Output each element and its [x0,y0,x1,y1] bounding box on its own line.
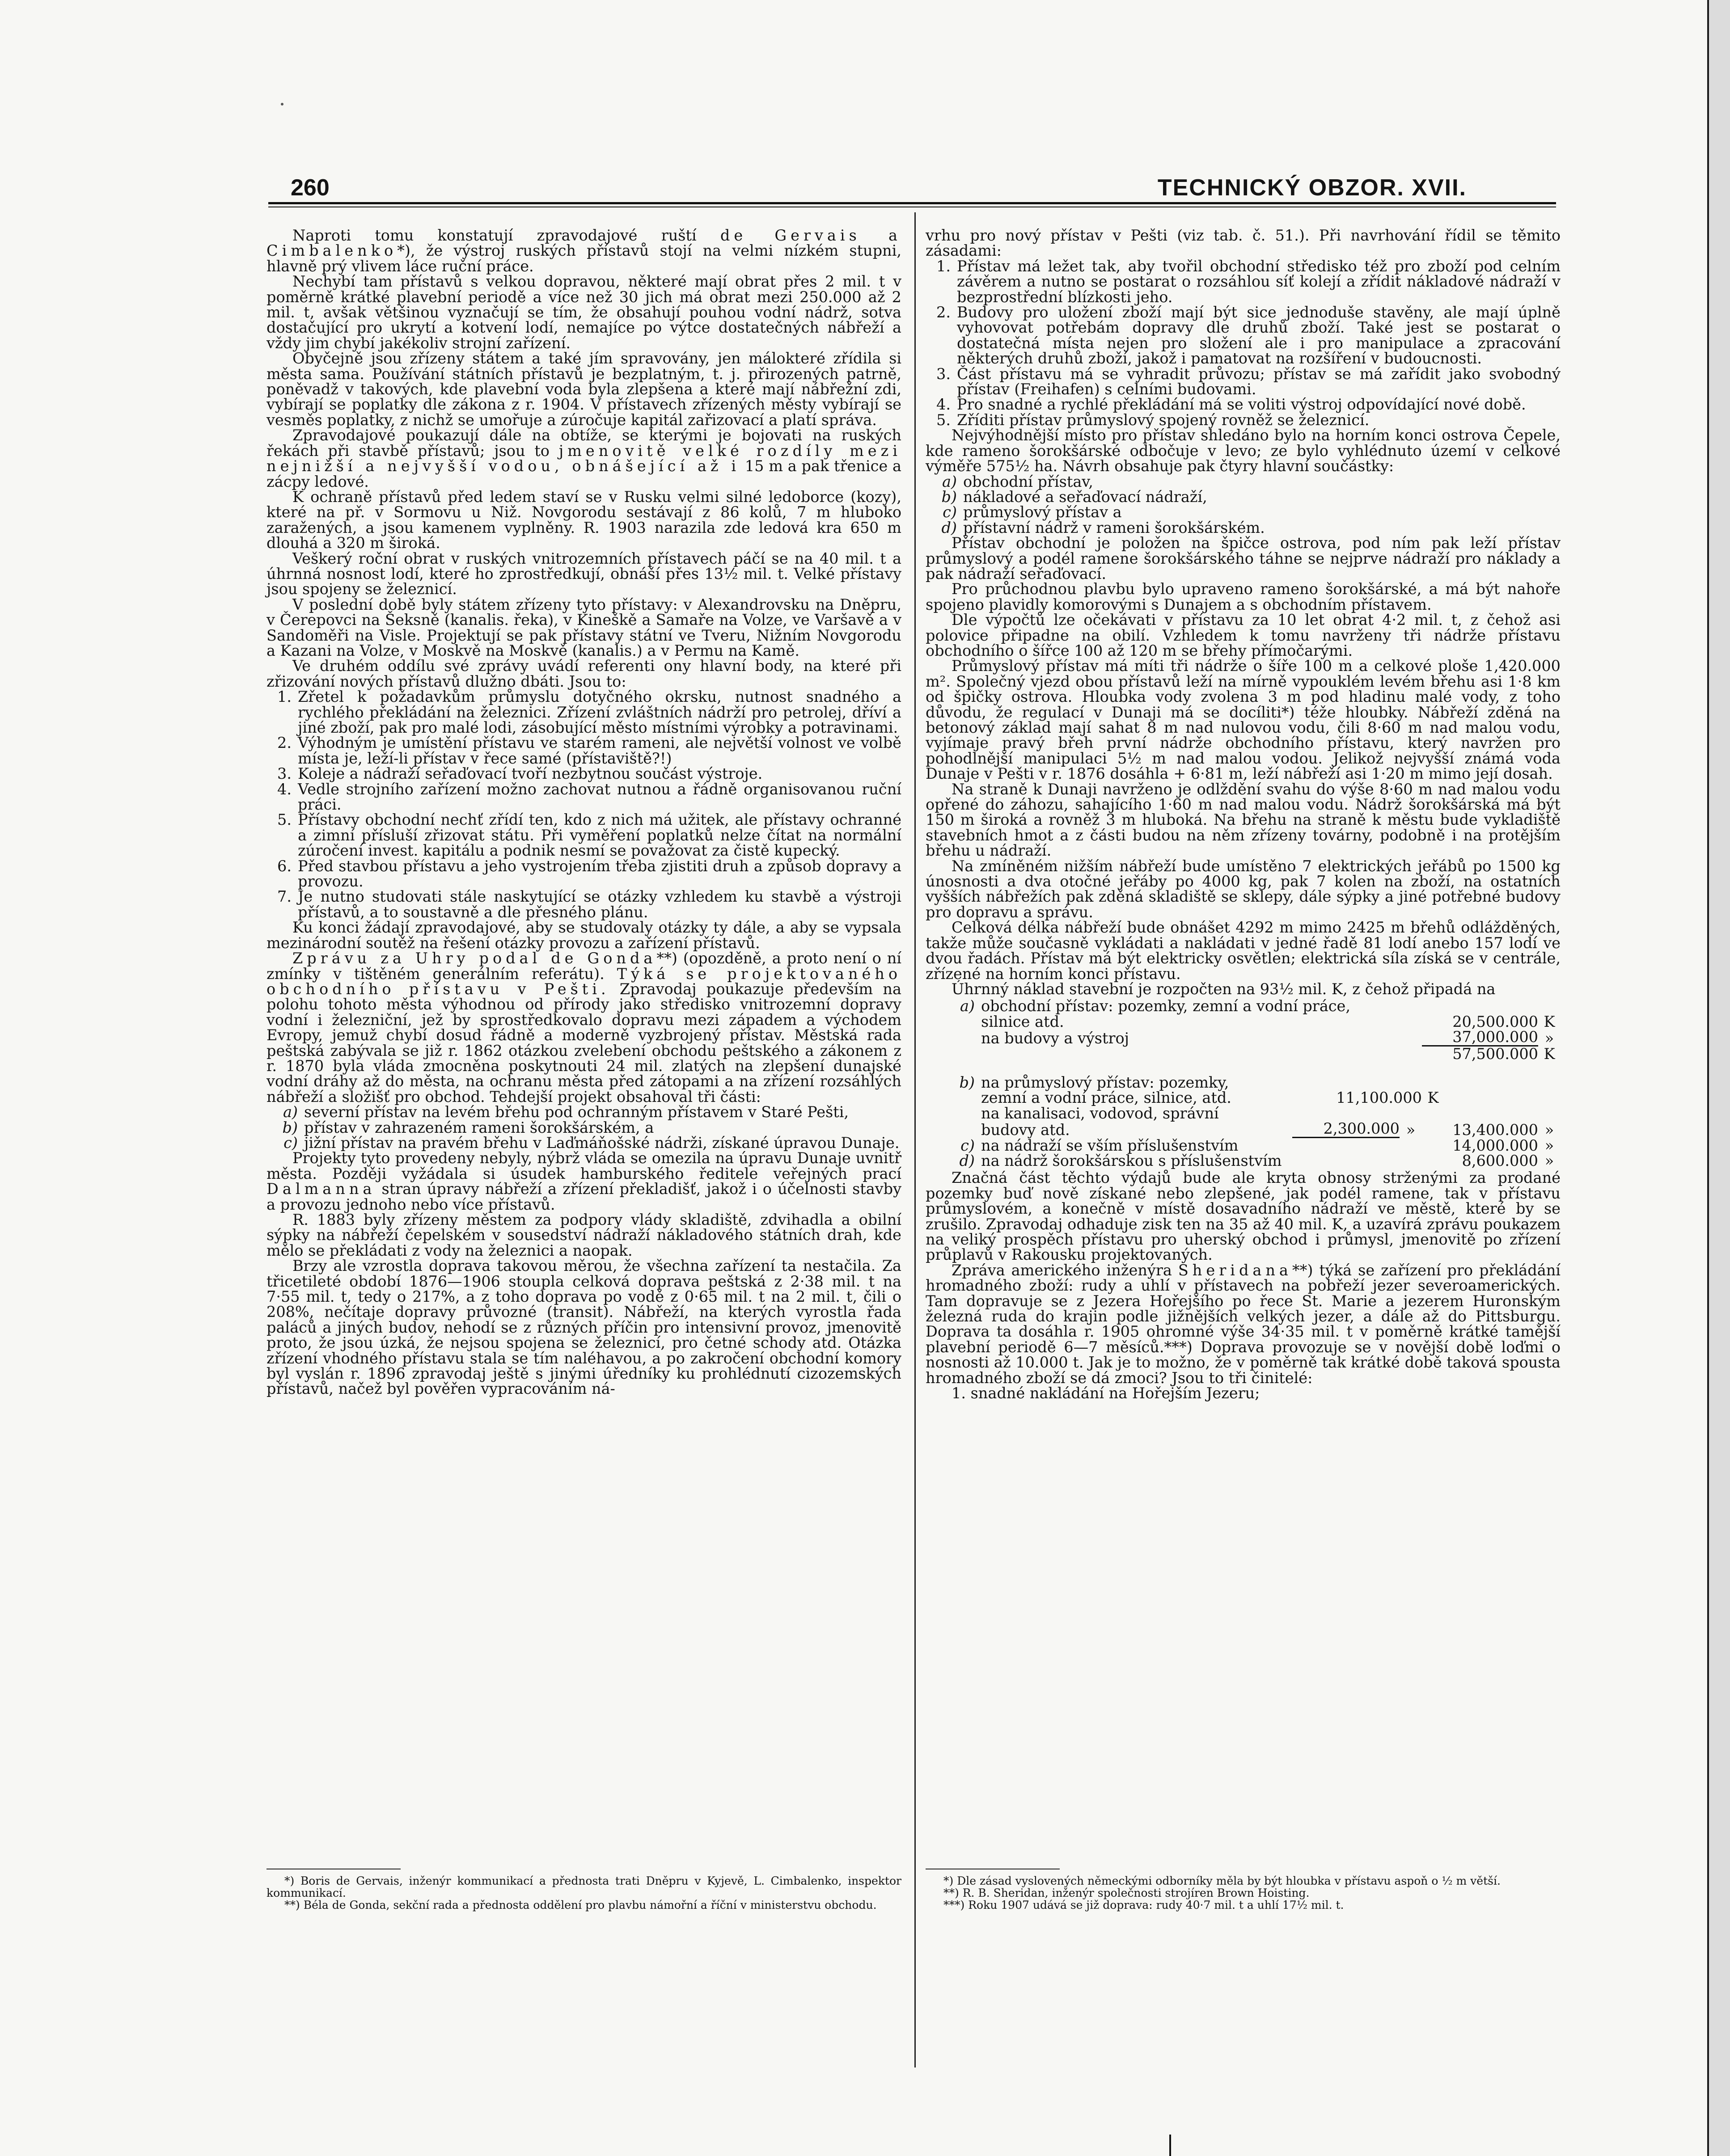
text-run: Projekty tyto provedeny nebyly, nýbrž vláda se omezila na úpravu Dunaje uvnitř města. Později vyžádala si úsudek hamburského ředitele veřejných prací [266,1149,901,1182]
paragraph: Pro průchodnou plavbu bylo upraveno rameno šorokšárské, a má být nahoře spojeno plavidly komorovými s Dunajem a s obchodním přístavem. [926,580,1561,613]
cost-row [926,1014,1561,1029]
footnote: **) R. B. Sheridan, inženýr společnosti strojíren Brown Hoisting. [943,1886,1310,1899]
list-text: nákladové a seřaďovací nádraží, [963,488,1207,506]
cost-label: silnice atd. [981,1013,1064,1030]
list-text: Koleje a nádraží seřaďovací tvoří nezbytnou součást výstroje. [298,765,763,783]
paragraph: Na zmíněném nižším nábřeží bude umístěno 7 elektrických jeřábů po 1500 kg únosnosti a dva otočné jeřáby po 4000 kg, pak 7 kolen na zboží, na ostatních vyšších nábřežích pak zděná skladiště se sklepy, dále sýpky a jiné potřebné budovy pro dopravu a správu. [926,857,1561,921]
paragraph: Nechybí tam přístavů s velkou dopravou, některé mají obrat přes 2 mil. t v poměrně krátké plavební periodě a více než 30 jich má obrat mezi 250.000 až 2 mil. t, avšak většinou vyznačují se tím, že obsahují pouhou vodní nádrž, sotva dostačující pro ukrytí a kotvení lodí, nemajíce po výtce dostatečných nábřeží a vždy jim chybí jakékoliv strojní zařízení. [266,273,901,352]
paragraph [266,1151,901,1212]
list-text: Pro snadné a rychlé překládání má se voliti výstroj odpovídající nové době. [957,396,1526,413]
cost-subtotal: 8,600.000 [1462,1152,1538,1169]
cost-value: 37,000.000 [1422,1029,1538,1046]
left-column [266,228,901,1397]
cost-label: budovy atd. [981,1121,1070,1139]
text-run: **) (opozděně, a proto není o ní zmínky v tištěném generálním referátu). [266,949,901,983]
footnotes-left [266,1869,901,1911]
cost-row [926,1090,1561,1105]
cost-letter: a) [960,997,975,1015]
paragraph: Veškerý roční obrat v ruských vnitrozemních přístavech páčí se na 40 mil. t a úhrnná nosnost lodí, které ho zprostředkují, obnáší přes 13½ mil. t. Velké přístavy jsou spojeny se železnicí. [266,549,901,598]
list-text: severní přístav na levém břehu pod ochranným přístavem v Staré Pešti, [304,1103,849,1121]
cost-value: 11,100.000 [1336,1089,1422,1107]
list-marker: 7. [277,888,292,906]
cost-label: na průmyslový přístav: pozemky, [981,1073,1229,1091]
cost-unit: » [1544,1136,1554,1154]
list-item [926,367,1561,397]
footnote: ***) Roku 1907 udává se již doprava: rudy 40·7 mil. t a uhlí 17½ mil. t. [943,1899,1344,1911]
cost-value: 2,300.000 [1292,1121,1400,1138]
list-marker: b) [282,1118,298,1136]
cost-row [926,1153,1561,1169]
list-marker: 1. [277,688,292,706]
cost-row [926,1106,1561,1121]
lettered-list [926,474,1561,536]
paragraph: Úhrnný náklad stavební je rozpočten na 93½ mil. K, z čehož připadá na [952,980,1496,998]
paragraph: V poslední době byly státem zřízeny tyto přístavy: v Alexandrovsku na Dněpru, v Čerepovci na Šeksně (kanalis. řeka), v Kineškě a Samaře na Volze, ve Varšavě a v Sandoměři na Visle. Projektují se pak přístavy státní ve Tveru, Nižním Novgorodu a Kazani na Volze, v Moskvě na Moskvě (kanalis.) a v Permu na Kamě. [266,595,901,659]
list-text: Je nutno studovati stále naskytující se otázky vzhledem ku stavbě a výstroji přístavů, a to soustavně a dle přesného plánu. [298,888,901,921]
spaced-text: jmenovitě velké rozdíly mezi nejnižší a nejvyšší vodou, obnášející až i [266,442,901,475]
list-item [266,1105,901,1120]
list-text: průmyslový přístav a [963,503,1122,521]
text-run: stran úpravy nábřeží a zřízení překladišť, jakož i o účelnosti stavby a provozu jednoho nebo více přístavů. [266,1180,901,1213]
paragraph: Ve druhém oddílu své zprávy uvádí referenti ony hlavní body, na které při zřizování nových přístavů dlužno dbáti. Jsou to: [266,657,901,690]
cost-row [926,999,1561,1014]
cost-subtotal-row [926,1046,1561,1062]
list-marker: d) [941,519,957,536]
list-item [266,812,901,858]
paragraph [266,951,901,1105]
list-item [266,766,901,781]
paragraph: Průmyslový přístav má míti tři nádrže o šíře 100 m a celkové ploše 1,420.000 m². Společný vjezd obou přístavů leží na mírně vypouklém levém břehu asi 1·8 km od špičky ostrova. Hloubka vody zvolena 3 m pod hladinu malé vody, z toho důvodu, že regulací v Dunaji má se docíliti*) téže hloubky. Nábřeží zděná na betonový základ mají sahat 8 m nad nulovou vodu, čili 8·60 m nad malou vodu, vyjímaje pravý břeh první nádrže obchodního přístavu, který navržen pro pohodlnější manipulaci 5½ m nad malou vodou. Jelikož nejvyšší známá voda Dunaje v Pešti v r. 1876 dosáhla + 6·81 m, leží nábřeží asi 1·20 m mimo její dosah. [926,657,1561,783]
cost-letter: c) [960,1136,975,1154]
list-marker: b) [941,488,957,506]
list-marker: 4. [277,780,292,798]
text-run: Naproti tomu konstatují zpravodajové ruští [292,227,720,244]
cost-unit: » [1406,1121,1416,1139]
list-item [926,259,1561,305]
list-text: přístav v zahrazeném rameni šorokšárském, a [304,1118,654,1136]
paragraph: Přístav obchodní je položen na špičce ostrova, pod ním pak leží přístav průmyslový a podél ramene šorokšárského táhne se nejprve nádraží pro náklady a pak nádraží seřaďovací. [926,534,1561,582]
numbered-list [926,259,1561,428]
cost-letter: b) [959,1073,975,1091]
list-text: Před stavbou přístavu a jeho vystrojením třeba zjistiti druh a způsob dopravy a provozu. [298,857,901,890]
paragraph: 1. snadné nakládání na Hořejším Jezeru; [952,1384,1260,1402]
footnote: **) Béla de Gonda, sekční rada a přednosta oddělení pro plavbu námořní a říční v ministerstvu obchodu. [284,1899,877,1911]
header-rule [268,202,1556,204]
list-text: Výhodným je umístění přístavu ve starém rameni, ale největší volnost ve volbě místa je, leží-li přístav v řece samé (přístaviště?!) [298,734,901,767]
list-item [266,689,901,735]
cost-value: 20,500.000 [1452,1013,1538,1030]
list-text: obchodní přístav, [963,473,1093,490]
cost-label: obchodní přístav: pozemky, zemní a vodní práce, [981,997,1351,1015]
cost-subtotal: 13,400.000 [1452,1121,1538,1139]
list-marker: 1. [936,257,951,275]
list-text: přístavní nádrž v rameni šorokšárském. [963,519,1265,536]
footnotes-right [926,1869,1561,1911]
paragraph [266,428,901,489]
text-run: *), že výstroj ruských přístavů stojí na velmi nízkém stupni, hlavně prý vlivem láce ruční práce. [266,242,901,275]
paragraph: Značná část těchto výdajů bude ale kryta obnosy strženými za prodané pozemky buď nově získané nebo zlepšené, jak podél ramene, tak v přístavu průmyslovém, a konečně v místě dosavadního nádraží ve městě, které by se zrušilo. Zpravodaj odhaduje zisk ten na 35 až 40 mil. K, a uzavírá zprávu poukazem na veliký prospěch přístavu pro uherský obchod i průmysl, jmenovitě po zřízení průplavů v Rakousku projektovaných. [926,1169,1561,1264]
paragraph: Obyčejně jsou zřízeny státem a také jím spravovány, jen málokteré zřídila si města sama. Používání státních přístavů je bezplatným, t. j. přirozených patrně, poněvadž v takových, kde plavební voda byla zlepšena a které mají nábřežní zdi, vybírají se poplatky dle zákona z r. 1904. V přístavech zřízených městy vybírají se vesměs poplatky, z nichž se umořuje a zúročuje kapitál zařizovací a platí správa. [266,350,901,429]
running-title: TECHNICKÝ OBZOR. XVII. [1157,175,1467,201]
paragraph [926,1263,1561,1386]
numbered-list [266,689,901,920]
paragraph: Ku konci žádají zpravodajové, aby se studovaly otázky ty dále, a aby se vypsala mezinárodní soutěž na řešení otázky provozu a zařízení přístavů. [266,919,901,952]
list-item [266,859,901,890]
list-item [266,1135,901,1151]
list-text: Přístavy obchodní nechť zřídí ten, kdo z nich má užitek, ale přístavy ochranné a zimní přísluší zřizovat státu. Při vyměření poplatků nelze čítat na normální zúročení invest. kapitálu a podnik nesmí se považovat za čistě kupecký. [298,811,901,860]
spaced-text: Týká se projektovaného obchodního přístavu v Pešti. [266,965,902,998]
paragraph: K ochraně přístavů před ledem staví se v Rusku velmi silné ledoborce (kozy), které na př. v Sormovu u Niž. Novgorodu sestávají z 86 kolů, 7 m hluboko zaražených, a jsou kamenem vyplněny. R. 1903 narazila zde ledová kra 650 m dlouhá a 320 m široká. [266,488,901,552]
cost-unit: » [1544,1029,1554,1047]
text-run: Zpráva amerického inženýra [952,1261,1178,1279]
cost-subtotal: 57,500.000 [1452,1045,1538,1063]
cost-unit: » [1544,1121,1554,1139]
paragraph: Celková délka nábřeží bude obnášet 4292 m mimo 2425 m břehů odlážděných, takže může současně vykládati a nakládati v jedné řadě 81 lodí anebo 157 lodí ve dvou řadách. Přístav má být elektricky osvětlen; elektrická síla získá se v centrále, zřízené na horním konci přístavu. [926,919,1561,983]
scan-mark [1169,2135,1171,2156]
list-item [926,305,1561,367]
text-run: Zpravodajové poukazují dále na obtíže, se kterými je bojovati na ruských řekách při stavbě přístavů; jsou to [266,426,901,460]
page-header [268,174,1556,206]
spaced-text: de Gervais a Cimbalenko [266,227,901,260]
list-text: Vedle strojního zařízení možno zachovat nutnou a řádně organisovanou ruční práci. [298,780,901,814]
cost-unit: K [1427,1089,1439,1107]
list-marker: c) [943,503,957,521]
paragraph [266,228,901,274]
list-item [926,489,1561,505]
cost-label: na budovy a výstroj [981,1029,1129,1047]
paragraph: R. 1883 byly zřízeny městem za podpory vlády skladiště, zdvihadla a obilní sýpky na nábřeží čepelském v sousedství nádraží nákladového státních drah, kde mělo se překládati z vody na železnici a naopak. [266,1211,901,1259]
cost-unit: K [1544,1013,1555,1030]
paragraph: Dle výpočtů lze očekávati v přístavu za 10 let obrat 4·2 mil. t, z čehož asi polovice připadne na obilí. Vzhledem k tomu navrženy tři nádrže přístavu obchodního o šířce 100 až 120 m se břehy přímočarými. [926,611,1561,659]
list-marker: 2. [936,304,951,321]
cost-row [926,1075,1561,1090]
footnote: *) Boris de Gervais, inženýr kommunikací a přednosta trati Dněpru v Kyjevě, L. Cimbalenko, inspektor kommunikací. [266,1874,901,1899]
list-item [926,397,1561,412]
list-text: Část přístavu má se vyhradit průvozu; přístav se má zařídit jako svobodný přístav (Freihafen) s celními budovami. [957,365,1561,398]
spaced-text: Sheridana [1178,1261,1292,1279]
cost-letter: d) [959,1152,975,1169]
cost-subtotal: 14,000.000 [1452,1136,1538,1154]
paragraph: Na straně k Dunaji navrženo je odlždění svahu do výše 8·60 m nad malou vodu opřené do záhozu, sahajícího 1·60 m nad malou vodu. Nádrž šorokšárská má být 150 m široká a rovněž 3 m hluboká. Na břehu na straně k městu bude vykladiště stavebních hmot a z části budou na něm zřízeny továrny, podobně i na protějším břehu u nádraží. [926,780,1561,860]
list-marker: 3. [936,365,951,383]
cost-unit: » [1544,1152,1554,1169]
cost-label: zemní a vodní práce, silnice, atd. [981,1089,1231,1107]
paragraph: vrhu pro nový přístav v Pešti (viz tab. č. 51.). Při navrhování řídil se těmito zásadami: [926,227,1561,260]
spaced-text: Zprávu za Uhry podal de Gonda [292,949,657,967]
list-text: Zříditi přístav průmyslový spojený rovněž se železnicí. [957,411,1370,429]
right-column [926,228,1561,1401]
list-marker: a) [942,473,957,490]
list-item [266,1120,901,1135]
list-item [926,520,1561,536]
paragraph: Nejvýhodnější místo pro přístav shledáno bylo na horním konci ostrova Čepele, kde rameno šorokšárské odbočuje v levo; ze bylo vyhlédnuto území v celkové výměře 575½ ha. Návrh obsahuje pak čtyry hlavní součástky: [926,426,1561,475]
list-text: jižní přístav na pravém břehu v Laďmáňošské nádrži, získané úpravou Dunaje. [304,1134,900,1152]
list-text: Zřetel k požadavkům průmyslu dotyčného okrsku, nutnost snadného a rychlého překládání na železnici. Zřízení zvláštních nádrží pro petrolej, dříví a jiné zboží, pak pro malé lodi, zásobující město místními výrobky a potravinami. [298,688,901,736]
cost-label: na kanalisaci, vodovod, správní [981,1104,1219,1122]
list-marker: 2. [277,734,292,752]
list-item [266,735,901,766]
list-item [266,889,901,920]
list-item [926,413,1561,428]
list-text: Budovy pro uložení zboží mají být sice jednoduše stavěny, ale mají úplně vyhovovat potřebám dopravy dle druhů zboží. Také jest se postarat o dostatečná místa nejen pro složení ale i pro manipulace a zpracování některých druhů zboží, jakož i pamatovat na rozšíření v budoucnosti. [957,304,1561,367]
cost-unit: K [1544,1045,1555,1063]
list-marker: 4. [936,396,951,413]
cost-row [926,1029,1561,1046]
list-item [266,782,901,813]
list-marker: a) [283,1103,298,1121]
cost-label: na nádrž šorokšárskou s příslušenstvím [981,1152,1282,1169]
cost-table [926,999,1561,1169]
cost-label: na nádraží se vším příslušenstvím [981,1136,1239,1154]
paragraph: Brzy ale vzrostla doprava takovou měrou, že všechna zařízení ta nestačila. Za třicetileté období 1876—1906 stoupla celková doprava peštská z 2·38 mil. t na 7·55 mil. t, tedy o 217%, a z toho doprava po vodě z 0·65 mil. t na 2 mil. t, čili o 208%, nečítaje dopravy průvozné (transit). Nábřeží, na kterých vyrostla řada paláců a jiných budov, nehodí se z různých příčin pro intensivní provoz, jmenovitě proto, že jsou úzká, že nejsou spojena se železnicí, pro četné schody atd. Otázka zřízení vhodného přístavu stala se tím naléhavou, a po zakročení obchodní komory byl vyslán r. 1896 zpravodaj ještě s jinými úředníky ku prohlédnutí cizozemských přístavů, načež byl pověřen vypracováním ná- [266,1257,901,1398]
list-marker: 6. [277,857,292,875]
scan-speck [281,103,283,105]
list-text: Přístav má ležet tak, aby tvořil obchodní středisko též pro zboží pod celním závěrem a nutno se postarat o rozsáhlou síť kolejí a zřídit nákladové nádraží v bezprostřední blízkosti jeho. [957,257,1561,306]
text-run: **) týká se zařízení pro překládání hromadného zboží: rudy a uhlí v přístavech na pobřeží jezer severoamerických. Tam dopravuje se z Jezera Hořejšího po řece St. Marie a jezerem Huronským železná ruda do krajin podle jižnějších velkých jezer, a dále až do Pittsburgu. Doprava ta dosáhla r. 1905 ohromné výše 34·35 mil. t v poměrně krátké tamější plavební periodě 6—7 měsíců.***) Doprava provozuje se v novější době loďmi o nosnosti až 10.000 t. Jak je to možno, že v poměrně tak krátké době taková spousta hromadného zboží se dá zmoci? Jsou to tři činitelé: [926,1261,1561,1387]
list-item [926,474,1561,489]
list-marker: c) [283,1134,298,1152]
scan-margin [1709,0,1730,2156]
cost-row [926,1138,1561,1153]
lettered-list [266,1105,901,1151]
cost-row [926,1121,1561,1138]
list-marker: 5. [277,811,292,829]
footnote: *) Dle zásad vyslovených německými odborníky měla by být hloubka v přístavu aspoň o ½ m větší. [943,1874,1501,1887]
list-marker: 3. [277,765,292,783]
column-divider [914,212,916,2067]
page-number: 260 [291,175,330,201]
list-marker: 5. [936,411,951,429]
text-run: Zpravodaj poukazuje především na polohu tohoto města výhodnou od přírody jako středisko vnitrozemní dopravy vodní i železniční, jež by sprostředkovalo dopravu mezi západem a východem Evropy, jemuž chybí dosud řádně a moderně vyzbrojený přístav. Městská rada peštská zabývala se již r. 1862 otázkou zvelebení obchodu peštského a zákonem z r. 1870 byla vláda zmocněna poskytnouti 24 mil. zlatých na zlepšení dunajské vodní dráhy až do města, na ochranu města před zátopami a na zřízení rozsáhlých nábřeží a složišť pro obchod. Tehdejší projekt obsahoval tři části: [266,980,901,1105]
text-run: 15 m a pak třenice a zácpy ledové. [266,457,901,490]
list-item [926,505,1561,520]
spaced-text: Dalmanna [266,1180,376,1198]
